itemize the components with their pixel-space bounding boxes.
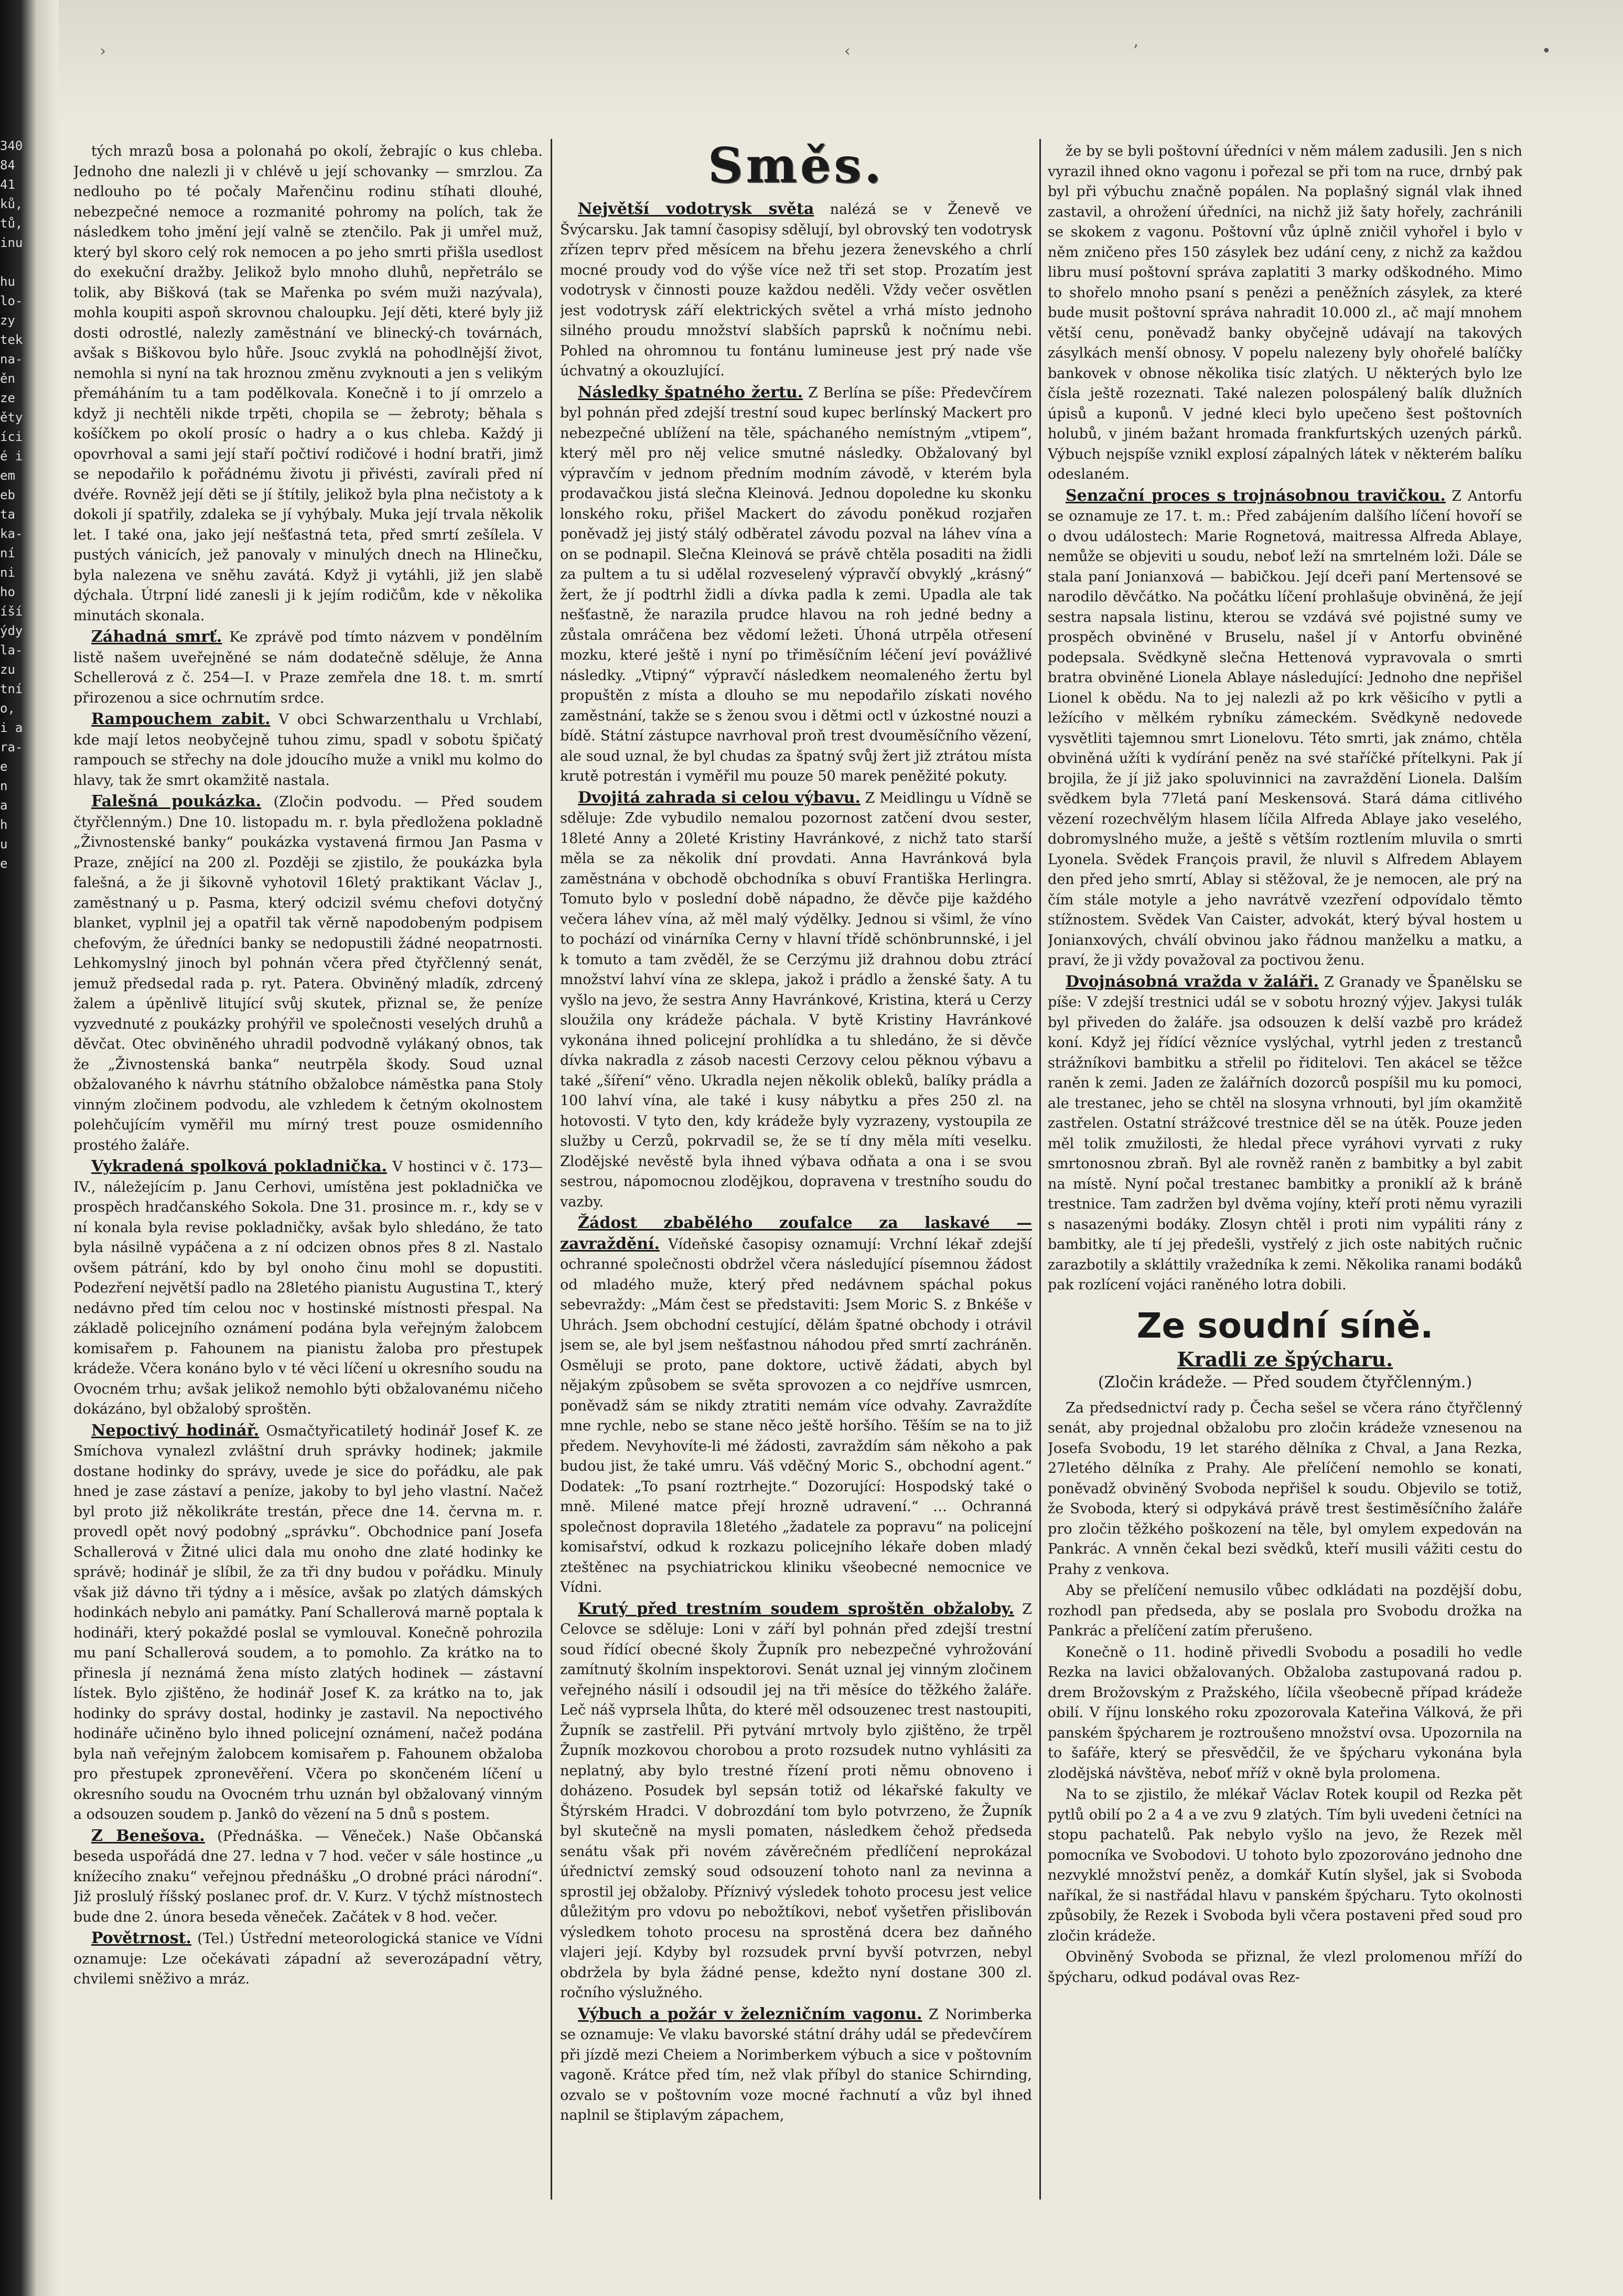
court-article-body (1048, 1398, 1522, 1988)
article-paragraph (73, 1928, 543, 1990)
article-headline: Záhadná smrť. (91, 628, 222, 646)
article-paragraph (560, 1599, 1032, 2003)
article-paragraph (1048, 1643, 1522, 1784)
article-text: Obviněný Svoboda se přiznal, že vlezl prolomenou mříží do špýcharu, odkud podával ovas Rez- (1048, 1949, 1522, 1986)
article-text: V obci Schwarzenthalu u Vrchlabí, kde mají letos neobyčejně tuhou zimu, spadl v sobotu špičatý rampouch se střechy na dole jdoucího muže a vnikl mu kolmo do hlavy, tak že smrt okamžitě nastala. (73, 712, 543, 789)
article-headline: Vykradená spolková pokladnička. (91, 1157, 387, 1176)
article-headline: Dvojnásobná vražda v žaláři. (1066, 972, 1319, 991)
top-mark: › (100, 42, 106, 60)
article-text: Z Norimberka se oznamuje: Ve vlaku bavorské státní dráhy udál se předevčírem při jízdě mezi Cheiem a Norimberkem výbuch a sice v poštovním vagoně. Krátce před tím, než vlak příbyl do stanice Schirnding, ozvalo se v poštovním voze mocné řachnutí a vůz byl ihned naplnil se štiplavým zápachem, (560, 2006, 1032, 2123)
article-headline: Povětrnost. (91, 1929, 191, 1947)
article-paragraph (1048, 1785, 1522, 1946)
column-2-body (560, 199, 1032, 2126)
article-text: Ke zprávě pod tímto názvem v pondělním listě našem uveřejněné se nám dodatečně sděluje, že Anna Schellerová z č. 254—I. v Praze zemřela dne 18. t. m. smrtí přirozenou a sice ochrnutím srdce. (73, 629, 543, 706)
article-title: Kradli ze špýcharu. (1177, 1347, 1393, 1371)
article-headline: Senzační proces s trojnásobnou travičkou. (1066, 486, 1446, 505)
article-text: Osmačtyřicatiletý hodinář Josef K. ze Smíchova vynalezl zvláštní druh správky hodinek; jakmile dostane hodinky do správy, uvede je sice do pořádku, ale pak hned je zase zástaví a peníze, jakoby to byl jeho vlastní. Načež byl proto již několikráte trestán, přece dne 14. června m. r. provedl opět nový podobný „správku“. Obchodnice paní Josefa Schallerová v Žitné ulici dala mu onoho dne zlaté hodinky ke správě; hodinář je slíbil, že za tři dny budou v pořádku. Minuly však již dávno tři týdny a i měsíce, avšak po zlatých dámských hodinkách nebylo ani památky. Paní Schallerová marně poptala k hodináři, který pokaždé poslal se vymlouval. Konečně pohrozila mu paní Schallerová soudem, a to pomohlo. Za krátko na to přinesla jí neznámá žena místo zlatých hodinek — zástavní lístek. Bylo zjištěno, že hodinář Josef K. za krátko na to, jak hodinky do správy dostal, hodinky je zastavil. Na nepoctivého hodináře učiněno bylo ihned policejní oznámení, načež podána byla naň veřejným žalobcem komisařem p. Fahounem obžaloba pro přestupek zpronevěření. Včera po skončeném líčení u okresního soudu na Ovocném trhu uznán byl obžalovaný vinným a odsouzen soudem p. Jankô do vězení na 5 dnů s postem. (73, 1422, 543, 1823)
article-paragraph (73, 627, 543, 708)
column-3 (1048, 142, 1522, 2202)
article-headline: Rampouchem zabit. (91, 710, 271, 728)
article-headline: Nepoctivý hodinář. (91, 1421, 260, 1440)
article-paragraph (560, 2004, 1032, 2126)
article-text: Z Antorfu se oznamuje ze 17. t. m.: Před zabájením dalšího líčení hovoří se o dvou událostech: Marie Rognetová, maitressa Alfreda Ablaye, nemůže se objeviti u soudu, neboť leží na smrtelném loži. Dále se stala paní Jonianxová — babičkou. Její dceři paní Mertensové se narodilo děvčátko. Na počátku líčení prohlašuje obviněná, že její sestra napsala listinu, kterou se vzdává své pojistné sumy ve prospěch obviněné v Bruselu, našel jí v Antorfu obviněné podepsala. Svědkyně slečna Hettenová vypravovala o smrti bratra obviněné Lionela Ablaye následující: Jednoho dne nepřišel Lionel k obědu. Na to jej nalezli až po krk věšicího v pytli a ležícího v mělkém rybníku zámeckém. Svědkyně nedovede vysvětliti tajemnou smrt Lionelovu. Této smrti, jak známo, chtěla obviněná užíti k vydírání peněz na své staříčké přítelkyni. Pak jí brojila, že jí již jako spoluvinnici na zavraždění Lionela. Dalším svědkem byla 77letá paní Meskensová. Stará dáma citlivého vězení rozechvělým hlasem líčila Alfreda Ablaye jako veselého, dobromyslného muže, a ještě s větším roztlením mluvila o smrti Lyonela. Svědek François pravil, že nluvil s Alfredem Ablayem den před jeho smrtí, Ablay si stěžoval, že je nemocen, ale prý na čím stále motyle a jeho navrátvě vzezření odpovídalo těmto stížnostem. Svědek Van Caister, advokát, který býval hostem u Jonianxových, chválí obvinou jako řádnou manželku a matku, a praví, že ji vždy považoval za poctivou ženu. (1048, 488, 1522, 968)
article-headline: Dvojitá zahrada si celou výbavu. (578, 788, 861, 807)
article-text: Z Meidlingu u Vídně se sděluje: Zde vybudilo nemalou pozornost zatčení dvou sester, 18leté Anny a 20leté Kristiny Havránkové, z nichž tato starší měla se za několik dní provdati. Anna Havránková byla zaměstnána v obchodě obchodníka s obuví Františka Herlingra. Tomuto bylo v poslední době nápadno, že děvče pije každého večera láhev vína, až měl malý výdělky. Jednou si všiml, že víno to pochází od vinárníka Cerny v hlavní třídě schönbrunnské, i jel k tomuto a tam zvěděl, že se Cerzýmu již drahnou dobu ztrácí množství lahví vína ze sklepa, jakož i prádlo a ženské šaty. A tu vyšlo na jevo, že sestra Anny Havránkové, Kristina, která u Cerzy sloužila ony krádeže páchala. V bytě Kristiny Havránkové vykonána ihned policejní prohlídka a tu shledáno, že si děvče dívka nakradla z zásob nacesti Cerzovy celou pěknou výbavu a také „šíření“ věno. Ukradla nejen několik obleků, balíky prádla a 100 lahví vína, ale také i kusy nábytku a přes 250 zl. na hotovosti. V tyto den, kdy krádeže byly vyzrazeny, vystoupila ze služby u Cerzů, pokrvadil se, že se tí dny měla míti veselku. Zlodějské nevěstě byla ihned výbava odňata a ona i se svou sestrou, nápomocnou zlodějkou, dopravena v trestního soudu do vazby. (560, 790, 1032, 1210)
section-title-smes: Směs. (707, 142, 885, 193)
page-fold-shadow (0, 0, 1623, 121)
article-paragraph (73, 1157, 543, 1420)
article-text: (Zločin podvodu. — Před soudem čtyřčlenným.) Dne 10. listopadu m. r. byla předložena pokladně „Živnostenské banky“ poukázka vystavená firmou Jan Pasma v Praze, znějící na 200 zl. Později se zjistilo, že poukázka byla falešná, a že ji šikovně vyhotovil 16letý praktikant Václav J., zaměstnaný u p. Pasma, který odcizil svému chefovi dotyčný blanket, vyplnil jej a opatřil tak věrně napodobeným podpisem chefovým, že úředníci banky se nedopustili žádné neopatrnosti. Lehkomyslný jinoch byl pohnán včera před čtyřčlenný senát, jemuž předsedal rada p. ryt. Patera. Obviněný mladík, zdrcený žalem a úpěnlivě litující svůj skutek, přiznal se, že peníze vyzvednuté z poukázky prohýřil ve společnosti veselých druhů a děvčat. Otec obviněného uhradil podvodně vylákaný obnos, tak že „Živnostenská banka“ neutrpěla škody. Soud uznal obžalovaného k návrhu státního obžalobce náměstka pana Stoly vinným zločinem podvodu, ale vzhledem k četným okolnostem polehčujícím vyměřil mu mírný trest pouze osmidenního prostého žaláře. (73, 794, 543, 1154)
article-paragraph (1048, 1947, 1522, 1988)
article-paragraph (560, 788, 1032, 1213)
article-text: tých mrazů bosa a polonahá po okolí, žebrajíc o kus chleba. Jednoho dne nalezli ji v chlévě u její schovanky — smrzlou. Za nedlouho po té počaly Mařenčinu rodinu stíhati dlouhé, nebezpečné nemoce a rozmanité pohromy na polích, tak že následkem toho jmění její valně se ztenčilo. Pak ji umřel muž, který byl skoro celý rok nemocen a po jeho smrti přišla usedlost do exekuční dražby. Jelikož bylo mnoho dluhů, nepřetrálo se tolik, aby Bišková (tak se Mařenka po svém muži nazývala), mohla koupiti aspoň skrovnou chaloupku. Její děti, které byly již dosti odrostlé, nalezly zaměstnání ve blinecký-ch továrnách, avšak s Biškovou bylo hůře. Jsouc zvyklá na pohodlnější život, nemohla si nyní na tak hroznou změnu zvyknouti a jen s velikým přemáháním tu a tam podělkovala. Konečně i to jí omrzelo a když ji nechtěli nikde trpěti, chopila se — žebroty; běhala s košíčkem po okolí prosíc o hadry a o kus chleba. Každý ji opovrhoval a sami její staří počtiví rodičové i hodní bratři, jimž se nepodařilo k pořádnému životu ji přivésti, zavírali před ní dvéře. Rovněž její děti se jí štítily, jelikož byla plna nečistoty a k dokoli jí spatřily, zdaleka se jí vyhýbaly. Muka její trvala několik let. I také ona, jako její nešťastná teta, před smrtí zešílela. V pustých vánicích, jež panovaly v minulých dnech na Hlinečku, byla nalezena ve sněhu zavátá. Když ji vytáhli, již jen slabě dýchala. Útrpní lidé zanesli ji k jejím rodičům, kde v několika minutách skonala. (73, 143, 543, 624)
article-text: že by se byli poštovní úředníci v něm málem zadusili. Jen s nich vyrazil ihned okno vagonu i pořezal se při tom na ruce, drnbý pak byl při výbuchu značně popálen. Na poplašný signál vlak ihned zastavil, a ohrožení úředníci, na nichž již šaty hořely, zachránili se skokem z vagonu. Poštovní vůz úplně zničil vyhořel i bylo v něm zničeno přes 150 zásylek bez udání ceny, z nichž za každou libru musí poštovní správa zaplatiti 3 marky odškodného. Mimo to shořelo mnoho psaní s penězi a peněžních zásylek, za které bude musit poštovní správa nahradit 10.000 zl., ač mají mnohem větší cenu, poněvadž banky obyčejně udávají na takových zásylkách menší obnosy. V popelu nalezeny byly ohořelé balíčky bankovek v obnose několika tisíc zlatých. U některých bylo lze čísla ještě rozeznati. Také nalezen polospálený balík dlužních úpisů a kuponů. V jedné kleci bylo upečeno šest poštovních holubů, v jiném bažant hromada frankfurtských uzených párků. Výbuch nejspíše vznikl explosí zápalných látek v některém balíku odeslaném. (1048, 143, 1522, 482)
article-text: Na to se zjistilo, že mlékař Václav Rotek koupil od Rezka pět pytlů obilí po 2 a 4 a ve zvu 9 zlatých. Tím byli uvedeni četníci na stopu pachatelů. Pak nebylo vyšlo na jevo, že Rezek měl pomocníka ve Svobodovi. U tohoto bylo zpozorováno jednoho dne nezvyklé množství peněz, a domkář Kutín slyšel, jak si Svoboda naříkal, že si nastřádal hlavu v panském špýcharu. Tyto okolnosti způsobily, že Rezek i Svoboda byli včera postaveni před soud pro zločin krádeže. (1048, 1786, 1522, 1944)
column-1 (73, 142, 543, 2202)
top-mark: • (1542, 42, 1551, 60)
article-paragraph (1048, 972, 1522, 1296)
article-headline: Z Benešova. (91, 1826, 205, 1845)
article-paragraph (1048, 1581, 1522, 1642)
article-headline: Krutý před trestním soudem sproštěn obžaloby. (578, 1599, 1014, 1618)
article-text: Z Berlína se píše: Předevčírem byl pohnán před zdejší trestní soud kupec berlínský Mackert pro nebezpečné ublížení na těle, spáchaného nemístným „vtipem“, který měl pro něj velice smutné následky. Obžalovaný byl výpravčím v jednom předním modním závodě, v kterém byla prodavačkou jistá slečna Kleinová. Jednou dopoledne ku skonku lonského roku, přišel Mackert do závodu poněkud rozjařen poněvadž jej jistý stálý odběratel závodu pozval na láhev vína a on se podnapil. Slečna Kleinová se právě chtěla posaditi na židli za pultem a tu si udělal rozveselený výpravčí obvyklý „krásný“ žert, že jí podtrhl židli a dívka padla k zemi. Upadla ale tak nešťastně, že narazila prudce hlavou na roh jedné bedny a zůstala omráčena bez vědomí ležeti. Úhoná utrpěla otřesení mozku, které ještě i nyní po třiměsíčním léčení jeví povážlivé následky. „Vtipný“ výpravčí následkem neomaleného žertu byl propuštěn z místa a dlouho se mu nepodařilo získati nového zaměstnání, takže se s ženou svou i dětmi octl v úzkostné nouzi a bídě. Státní zástupce navrhoval proň trest dvouměsíčního vězení, ale soud uznal, že byl chudas za špatný svůj žert již ztrátou místa krutě potrestán i vyměřil mu pouze 50 marek peněžité pokuty. (560, 384, 1032, 784)
article-text: Za předsednictví rady p. Čecha sešel se včera ráno čtyřčlenný senát, aby projednal obžalobu pro zločin krádeže vznesenou na Josefa Svobodu, 19 let starého dělníka z Chval, a Jana Rezka, 27letého dělníka z Prahy. Ale přelíčení nemohlo se konati, poněvadž obviněný Svoboda nepřišel k soudu. Objevilo se totiž, že Svoboda, který si odpykává právě trest šestiměsíčního žaláře pro zločin těžkého poškození na těle, byl omylem expedován na Pankrác. A vnněn čekal bezi svědků, kteří musili vážiti cestu do Prahy z venkova. (1048, 1399, 1522, 1578)
article-paragraph (73, 142, 543, 626)
article-paragraph (73, 1826, 543, 1928)
adjacent-page-edge (0, 0, 59, 2296)
article-text: (Tel.) Ústřední meteorologická stanice ve Vídni oznamuje: Lze očekávati západní až severozápadní větry, chvilemi sněživo a mráz. (73, 1931, 543, 1987)
article-text: (Přednáška. — Věneček.) Naše Občanská beseda uspořádá dne 27. ledna v 7 hod. večer v sále hostince „u knížecího znaku“ veřejnou přednášku „O drobné práci národní“. Již proslulý říšský poslanec prof. dr. V. Kurz. V týchž místnostech bude dne 2. února beseda věneček. Začátek v 8 hod. večer. (73, 1828, 543, 1925)
article-paragraph (1048, 486, 1522, 971)
adjacent-page-fragments: 340 84 41 ků, tů, inu hu lo- zy tek na- ěn ze ěty íci é i em eb ta ka- ní ni ho íší ýdy la- zu tní o, i a ra- e n a h u e (0, 138, 23, 871)
article-text: Z Granady ve Španělsku se píše: V zdejší trestnici udál se v sobotu hrozný výjev. Jakysi tulák byl přiveden do žaláře. jsa odsouzen k delší vazbě pro krádež koní. Když jej řídící vězníce vyslýchal, vytrhl jeden z trestanců strážníkovi bambitku a střelil po řiditelovi. Ten akácel se těžce raněn k zemi. Jaden ze žalářních dozorců pospíšil mu ku pomoci, ale trestanec, jeho se chtěl na slosyna vrhnouti, byl jím okamžitě zastřelen. Ostatní strážcové trestnice děl se na útěk. Pouze jeden měl tolik zmužilosti, že hledal přece vyráhovi vyrvati z ruky smrtonosnou zbraň. Byl ale rovněž raněn z bambitky a byl zabit na místě. Nyní počal trestanec bambitky a proniklí až k bráně trestnice. Tam zadržen byl dvěma vojíny, kteří proti němu vyrazili s nasazenými bodáky. Zlosyn chtěl i proti nim vypáliti rány z bambitky, ale tí jej předešli, vystřelý z jich oste nabitých ručnic zarazbotily a skláttily vražedníka k zemi. Několika ranami bodáků pak rozlícení vojáci raněného lotra dobili. (1048, 974, 1522, 1293)
article-headline: Falešná poukázka. (91, 792, 261, 811)
article-text: V hostinci v č. 173—IV., náležejícím p. Janu Cerhovi, umístěna jest pokladnička ve prospěch hradčanského Sokola. Dne 31. prosince m. r., kdy se v ní konala byla revise pokladničky, avšak bylo shledáno, že tato byla násilně vypáčena a z ní odcizen obnos přes 8 zl. Nastalo ovšem pátrání, kdo by byl onoho činu mohl se dopustiti. Podezření největší padlo na 28letého pianistu Augustina T., který nedávno před tím celou noc v hostinské místnosti přespal. Na základě policejního oznámení podána byla veřejným žalobcem komisařem p. Fahounem na pianistu žaloba pro přestupek krádeže. Včera konáno bylo v té věci líčení u okresního soudu na Ovocném trhu; avšak jelikož nemohlo býti obžalovanému ničeho dokázáno, byl obžalobý sproštěn. (73, 1159, 543, 1417)
column-3-body (1048, 142, 1522, 1296)
article-paragraph (73, 792, 543, 1156)
top-mark: ʼ (1133, 42, 1138, 60)
section-title-court: Ze soudní síně. (1136, 1305, 1434, 1346)
article-headline: Největší vodotrysk světa (578, 200, 814, 218)
top-mark: ‹ (844, 42, 851, 60)
article-text: Konečně o 11. hodině přivedli Svobodu a posadili ho vedle Rezka na lavici obžalovaných. Obžaloba zastupovaná radou p. drem Brožovským z Pražského, líčila všeobecně případ krádeže obilí. V říjnu lonského roku zpozorovala Kateřina Válková, že při panském špýcharem je roztroušeno množství ovsa. Upozornila na to šafáře, který se přesvědčil, že ve špýcharu vykonána byla zlodějská návštěva, neboť mříž v okně byla prolomena. (1048, 1644, 1522, 1782)
article-paragraph (560, 1213, 1032, 1598)
article-text: nalézá se v Ženevě ve Švýcarsku. Jak tamní časopisy sdělují, byl obrovský ten vodotrysk zřízen teprv před měsícem na břehu jezera ženevského a chrlí mocné proudy vod do výše více než tři set stop. Prozatím jest vodotrysk v činnosti pouze každou neděli. Vždy večer osvětlen jest vodotrysk září elektrických světel a vrhá místo jednoho silného proudu množství slabších paprsků k nočnímu nebi. Pohled na ohromnou tu fontánu lumineuse jest prý nade vše úchvatný a okouzlující. (560, 201, 1032, 379)
article-text: Aby se přelíčení nemusilo vůbec odkládati na pozdější dobu, rozhodl pan předseda, aby se poslala pro Svobodu drožka na Pankrác a přelíčení zatím přerušeno. (1048, 1582, 1522, 1639)
article-text: Vídeňské časopisy oznamují: Vrchní lékař zdejší ochranné společnosti obdržel včera následující písemnou žádost od mladého muže, který před nedávnem spáchal pokus sebevraždy: „Mám čest se představiti: Jsem Moric S. z Bnkéše v Uhrách. Jsem obchodní cestující, dělám špatné obchody i otrávil jsem se, ale byl jsem nešťastnou náhodou před smrtí zachráněn. Osměluji se proto, pane doktore, uctivě žádati, abych byl nějakým způsobem se světa sprovozen a co nejdříve usmrcen, poněvadž sám se nikdy ztratiti nemám více odvahy. Zavraždíte mne rychle, nebo se stane něco ještě horšího. Těším se na to již předem. Nevyhovíte-li mé žádosti, zavraždím sám někoho a pak budou jist, že také umru. Váš vděčný Moric S., obchodní agent.“ Dodatek: „To psaní roztrhejte.“ Dozorující: Hospodský také o mně. Milené matce přejí hrozně udravení.“ … Ochranná společnost dopravila 18letého „žadatele za popravu“ na policejní komisařství, odkud k rozkazu policejního lékaře doben mladý zteštěnec na psychiatrickou kliniku všeobecné nemocnice ve Vídni. (560, 1236, 1032, 1596)
article-paragraph (73, 1421, 543, 1825)
column-2 (560, 142, 1032, 2202)
article-text: Z Celovce se sděluje: Loni v září byl pohnán před zdejší trestní soud řídící obecné školy Župník pro nebezpečné vyhrožování zamítnutý školním inspektorovi. Senát uznal jej vinným zločinem veřejného násilí i odsoudil jej na tři měsíce do těžkého žaláře. Leč náš vyprsela lhůta, do které měl odsouzenec trest nastoupiti, Župník se zastřelil. Při pytvání mrtvoly bylo zjištěno, že trpěl Župník mozkovou chorobou a proto rozsudek nutno vyhlásiti za neplatný, aby bylo trestné řízení proti němu obnoveno i doházeno. Posudek byl sepsán totiž od lékařské fakulty ve Štýrském Hradci. V dobrozdání tom bylo potvrzeno, že Župník byl skutečně na mysli pomaten, následkem čehož předseda senátu však při novém závěrečném předlíčení neprokázal úřednictví zemský soud odsouzení tohoto nanl za nevinna a sprostil jej obžaloby. Příznivý výsledek tohoto procesu jest velice důležitým pro vdovu po nebožtíkovi, neboť vyšetřen přislibován výsledkem tohoto procesu na sprostěná dcera bez daňného vlajeri její. Kdyby byl rozsudek první byvší potvrzen, nebyl obdržela by byla žádné pense, kdežto nyní dostane 300 zl. ročního výslužného. (560, 1601, 1032, 2001)
column-rule (1039, 139, 1041, 2200)
article-paragraph (1048, 1398, 1522, 1580)
article-paragraph (560, 199, 1032, 382)
article-headline: Následky špatného žertu. (578, 383, 803, 402)
column-rule (551, 139, 552, 2200)
article-note: (Zločin krádeže. — Před soudem čtyřčlenným.) (1098, 1373, 1472, 1392)
article-headline: Žádost zbabělého zoufalce za laskavé — zavraždění. (560, 1214, 1032, 1253)
article-paragraph (1048, 142, 1522, 485)
article-paragraph (73, 709, 543, 791)
article-paragraph (560, 383, 1032, 787)
article-headline: Výbuch a požár v železničním vagonu. (578, 2004, 922, 2023)
